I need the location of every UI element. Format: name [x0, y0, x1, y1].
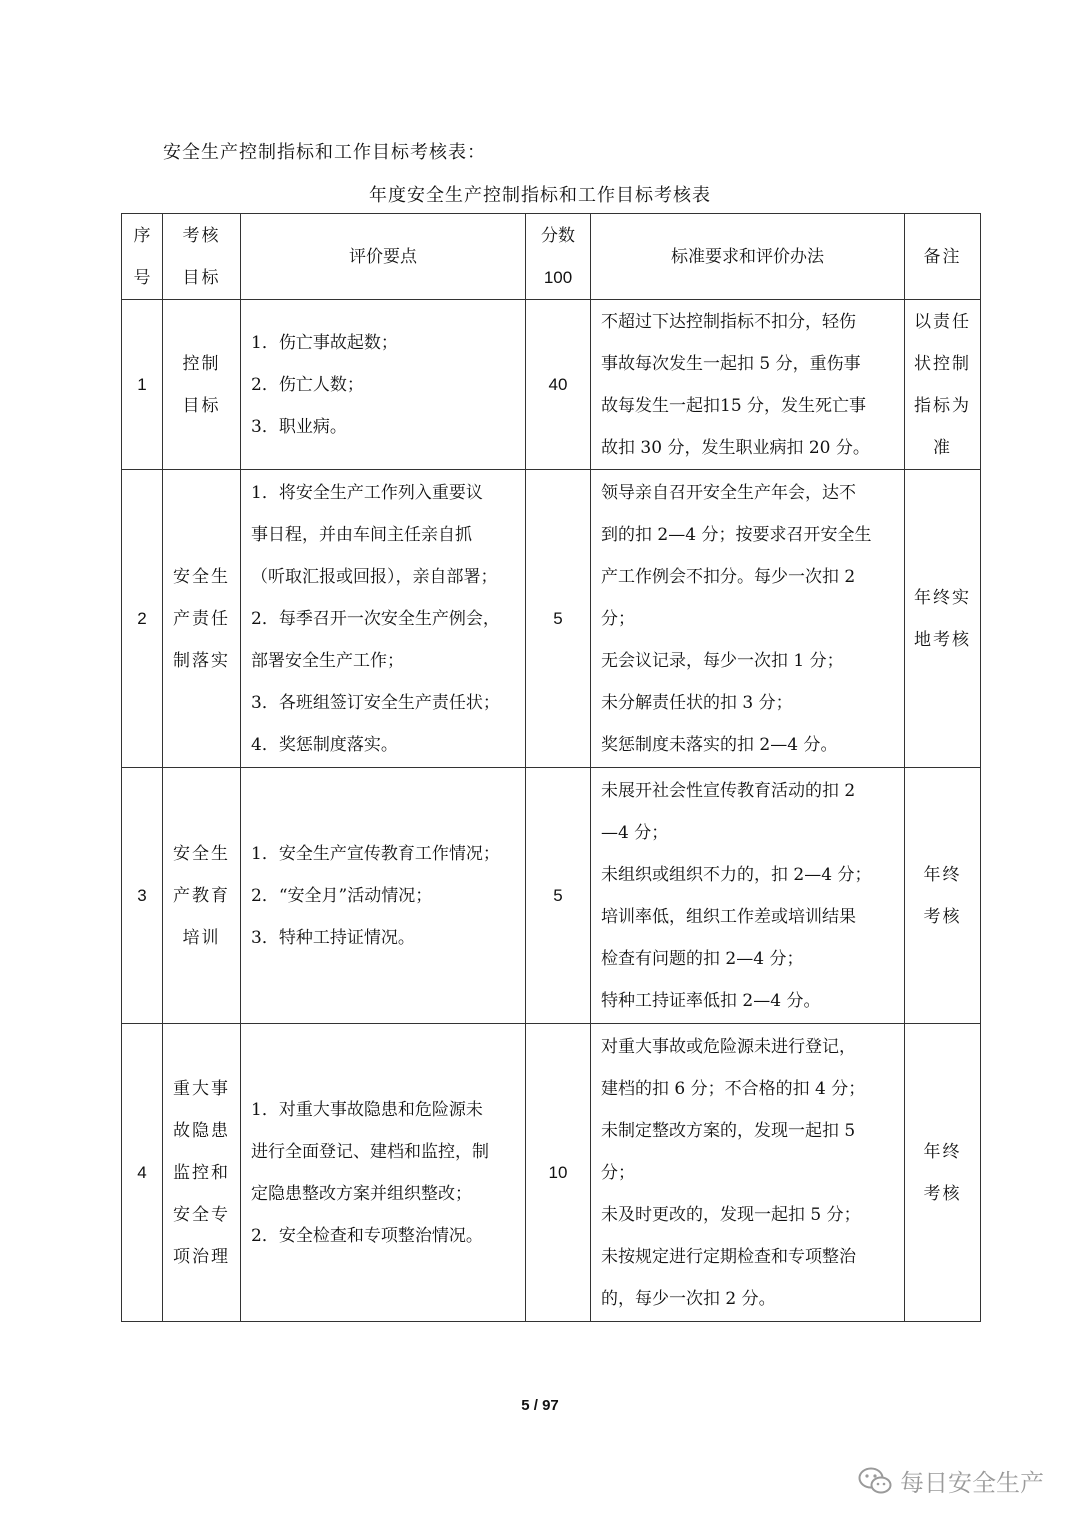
row-score: 40	[526, 300, 591, 470]
row-note: 年终实 地考核	[905, 470, 981, 768]
row-standard: 不超过下达控制指标不扣分，轻伤 事故每次发生一起扣 5 分，重伤事 故每发生一起扣15 分，发生死亡事 故扣 30 分，发生职业病扣 20 分。	[591, 300, 905, 470]
wechat-icon	[858, 1466, 892, 1496]
row-goal: 重大事 故隐患 监控和 安全专 项治理	[163, 1024, 241, 1322]
watermark-text: 每日安全生产	[900, 1469, 1044, 1497]
row-standard: 对重大事故或危险源未进行登记， 建档的扣 6 分；不合格的扣 4 分； 未制定整改方案的，发现一起扣 5 分； 未及时更改的，发现一起扣 5 分； 未按规定进行定期检查和专项整治 的，每少一次扣 2 分。	[591, 1024, 905, 1322]
row-note: 以责任 状控制 指标为 准	[905, 300, 981, 470]
row-points: 1．对重大事故隐患和危险源未 进行全面登记、建档和监控，制 定隐患整改方案并组织整改； 2．安全检查和专项整治情况。	[241, 1024, 526, 1322]
row-goal: 控制 目标	[163, 300, 241, 470]
table-row	[122, 1024, 981, 1322]
row-note: 年终 考核	[905, 1024, 981, 1322]
row-goal: 安全生 产教育 培训	[163, 768, 241, 1024]
row-no: 1	[122, 300, 163, 470]
header-standard: 标准要求和评价办法	[591, 214, 905, 300]
table-caption: 年度安全生产控制指标和工作目标考核表	[369, 185, 711, 206]
row-standard: 未展开社会性宣传教育活动的扣 2 —4 分； 未组织或组织不力的，扣 2—4 分； 培训率低，组织工作差或培训结果 检查有问题的扣 2—4 分； 特种工持证率低扣 2—4 分。	[591, 768, 905, 1024]
table-row	[122, 470, 981, 768]
row-no: 2	[122, 470, 163, 768]
row-points: 1．将安全生产工作列入重要议 事日程，并由车间主任亲自抓 （听取汇报或回报），亲自部署； 2．每季召开一次安全生产例会， 部署安全生产工作； 3．各班组签订安全生产责任状； 4．奖惩制度落实。	[241, 470, 526, 768]
row-no: 4	[122, 1024, 163, 1322]
row-standard: 领导亲自召开安全生产年会，达不 到的扣 2—4 分；按要求召开安全生 产工作例会不扣分。每少一次扣 2 分； 无会议记录，每少一次扣 1 分； 未分解责任状的扣 3 分； 奖惩制度未落实的扣 2—4 分。	[591, 470, 905, 768]
header-note: 备注	[905, 214, 981, 300]
row-no: 3	[122, 768, 163, 1024]
row-score: 5	[526, 470, 591, 768]
row-points: 1．安全生产宣传教育工作情况； 2．“安全月”活动情况； 3．特种工持证情况。	[241, 768, 526, 1024]
row-goal: 安全生 产责任 制落实	[163, 470, 241, 768]
row-points: 1．伤亡事故起数； 2．伤亡人数； 3．职业病。	[241, 300, 526, 470]
table-row	[122, 300, 981, 470]
page-number: 5 / 97	[521, 1397, 559, 1414]
header-no: 序 号	[122, 214, 163, 300]
row-score: 5	[526, 768, 591, 1024]
table-header-row	[122, 214, 981, 300]
header-points: 评价要点	[241, 214, 526, 300]
row-score: 10	[526, 1024, 591, 1322]
header-score: 分数 100	[526, 214, 591, 300]
table-row	[122, 768, 981, 1024]
header-goal: 考核 目标	[163, 214, 241, 300]
assessment-table	[121, 213, 981, 1322]
row-note: 年终 考核	[905, 768, 981, 1024]
watermark	[858, 1463, 1044, 1498]
intro-text: 安全生产控制指标和工作目标考核表：	[163, 142, 486, 163]
